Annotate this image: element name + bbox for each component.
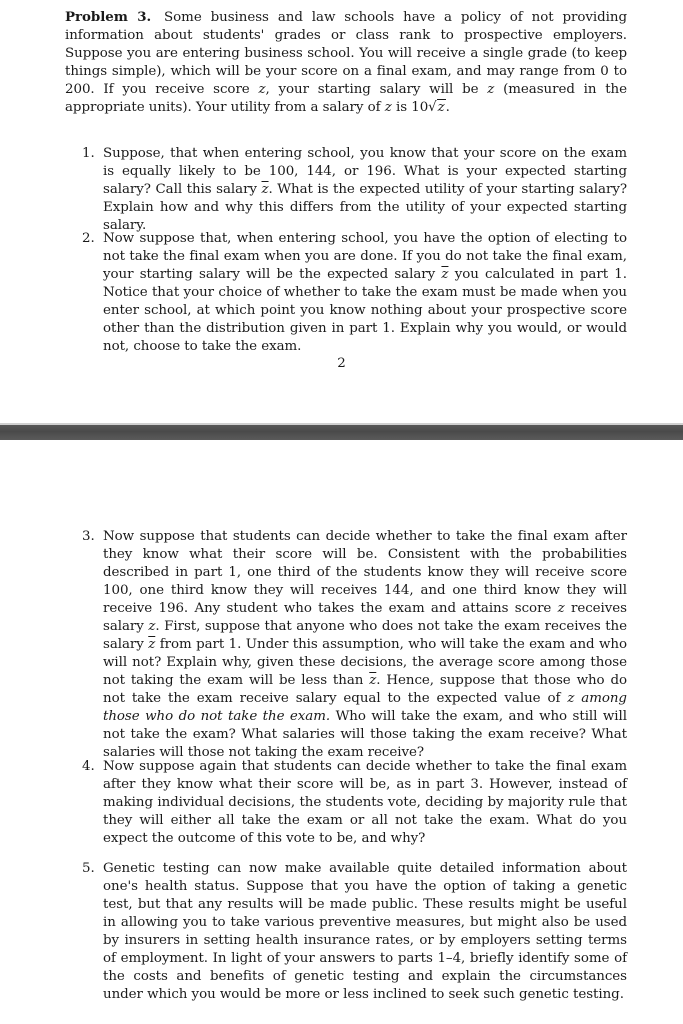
item-body bbox=[103, 230, 627, 356]
question-item-1 bbox=[82, 145, 627, 235]
question-item-3 bbox=[82, 528, 627, 762]
problem-label: Problem 3. bbox=[65, 9, 152, 25]
item-text-1: Suppose, that when entering school, you know that your score on the exam is equally likely to be 100, 144, or 196. What is your expected starting salary? Call this salary bbox=[103, 146, 627, 197]
z-bar: $\overline{z}$ bbox=[369, 673, 377, 688]
item-text-1: Now suppose that students can decide whether to take the final exam after they know what their score will be. Consistent with the probabilities described in part 1, one third of the students know they will receive score 100, one third know they will receives 144, and one third know they will receive 196. Any student who takes the exam and attains score bbox=[103, 529, 627, 616]
problem-text-end: . bbox=[445, 100, 450, 115]
var-z: z bbox=[148, 619, 156, 634]
question-item-4 bbox=[82, 758, 627, 848]
item-text-2: receives salary bbox=[103, 601, 627, 634]
sqrt-symbol: √ bbox=[428, 100, 437, 115]
problem-statement bbox=[65, 8, 627, 117]
problem-text-2: , your starting salary will be bbox=[265, 82, 479, 97]
problem-text-4: is 10 bbox=[395, 100, 429, 115]
item-text-2: . What is the expected utility of your starting salary? Explain how and why this differs from the utility of your expected starting salary. bbox=[103, 182, 627, 233]
page-number: 2 bbox=[337, 356, 346, 371]
problem-text-1: Some business and law schools have a policy of not providing information about students' grades or class rank to prospective employers. Suppose you are entering business school. You will receive a single grade (to keep things simple), which will be your score on a final exam, and may range from 0 to 200. If you receive score bbox=[65, 10, 627, 97]
item-text-6: Who will take the exam, and who still will not take the exam? What salaries will those taking the exam receive? What salaries will those not taking the exam receive? bbox=[103, 709, 627, 760]
item-body bbox=[103, 860, 627, 1004]
var-z: z bbox=[258, 82, 266, 97]
question-item-2 bbox=[82, 230, 627, 356]
item-number: 3. bbox=[82, 529, 95, 544]
sqrt-radicand: z bbox=[437, 100, 445, 115]
var-z: z bbox=[557, 601, 565, 616]
item-number: 4. bbox=[82, 759, 95, 774]
item-text-3: . First, suppose that anyone who does not take the exam receives the salary bbox=[103, 619, 628, 652]
problem-text-3: (measured in the appropriate units). Your utility from a salary of bbox=[65, 82, 628, 115]
item-text-1: Now suppose again that students can decide whether to take the final exam after they know what their score will be, as in part 3. However, instead of making individual decisions, the students vote, deciding by majority rule that they will either all take the exam or all not take the exam. What do you expect the outcome of this vote to be, and why? bbox=[103, 759, 627, 846]
page-top bbox=[0, 0, 683, 423]
item-number: 1. bbox=[82, 146, 95, 161]
item-body bbox=[103, 528, 627, 762]
item-number: 2. bbox=[82, 231, 95, 246]
item-text-1: Genetic testing can now make available quite detailed information about one's health status. Suppose that you have the option of taking a genetic test, but that any results will be made public. These results might be useful in allowing you to take various preventive measures, but might also be used by insurers in setting health insurance rates, or by employers setting terms of employment. In light of your answers to parts 1–4, briefly identify some of the costs and benefits of genetic testing and explain the circumstances under which you would be more or less inclined to seek such genetic testing. bbox=[103, 861, 627, 1002]
page-separator bbox=[0, 423, 683, 440]
item-text-1: Now suppose that, when entering school, you have the option of electing to not take the final exam when you are done. If you do not take the final exam, your starting salary will be the expected salary bbox=[103, 231, 627, 282]
item-body bbox=[103, 145, 627, 235]
var-z: z bbox=[384, 100, 392, 115]
item-body bbox=[103, 758, 627, 848]
item-emphasis: among those who do not take the exam. bbox=[103, 691, 627, 724]
item-text-4: from part 1. Under this assumption, who will take the exam and who will not? Explain why, given these decisions, the average score among those not taking the exam will be less than bbox=[103, 637, 627, 688]
sqrt-formula bbox=[428, 99, 446, 117]
question-item-5 bbox=[82, 860, 627, 1004]
item-text-2: you calculated in part 1. Notice that your choice of whether to take the exam must be made when you enter school, at which point you know nothing about your prospective score other than the distribution given in part 1. Explain why you would, or would not, choose to take the exam. bbox=[103, 267, 627, 354]
item-number: 5. bbox=[82, 861, 95, 876]
z-bar: $\overline{z}$ bbox=[261, 182, 269, 197]
item-text-5: . Hence, suppose that those who do not take the exam receive salary equal to the expected value of bbox=[103, 673, 628, 706]
z-bar: $\overline{z}$ bbox=[148, 637, 156, 652]
z-bar: $\overline{z}$ bbox=[441, 267, 449, 282]
var-z: z bbox=[487, 82, 495, 97]
var-z: z bbox=[567, 691, 575, 706]
